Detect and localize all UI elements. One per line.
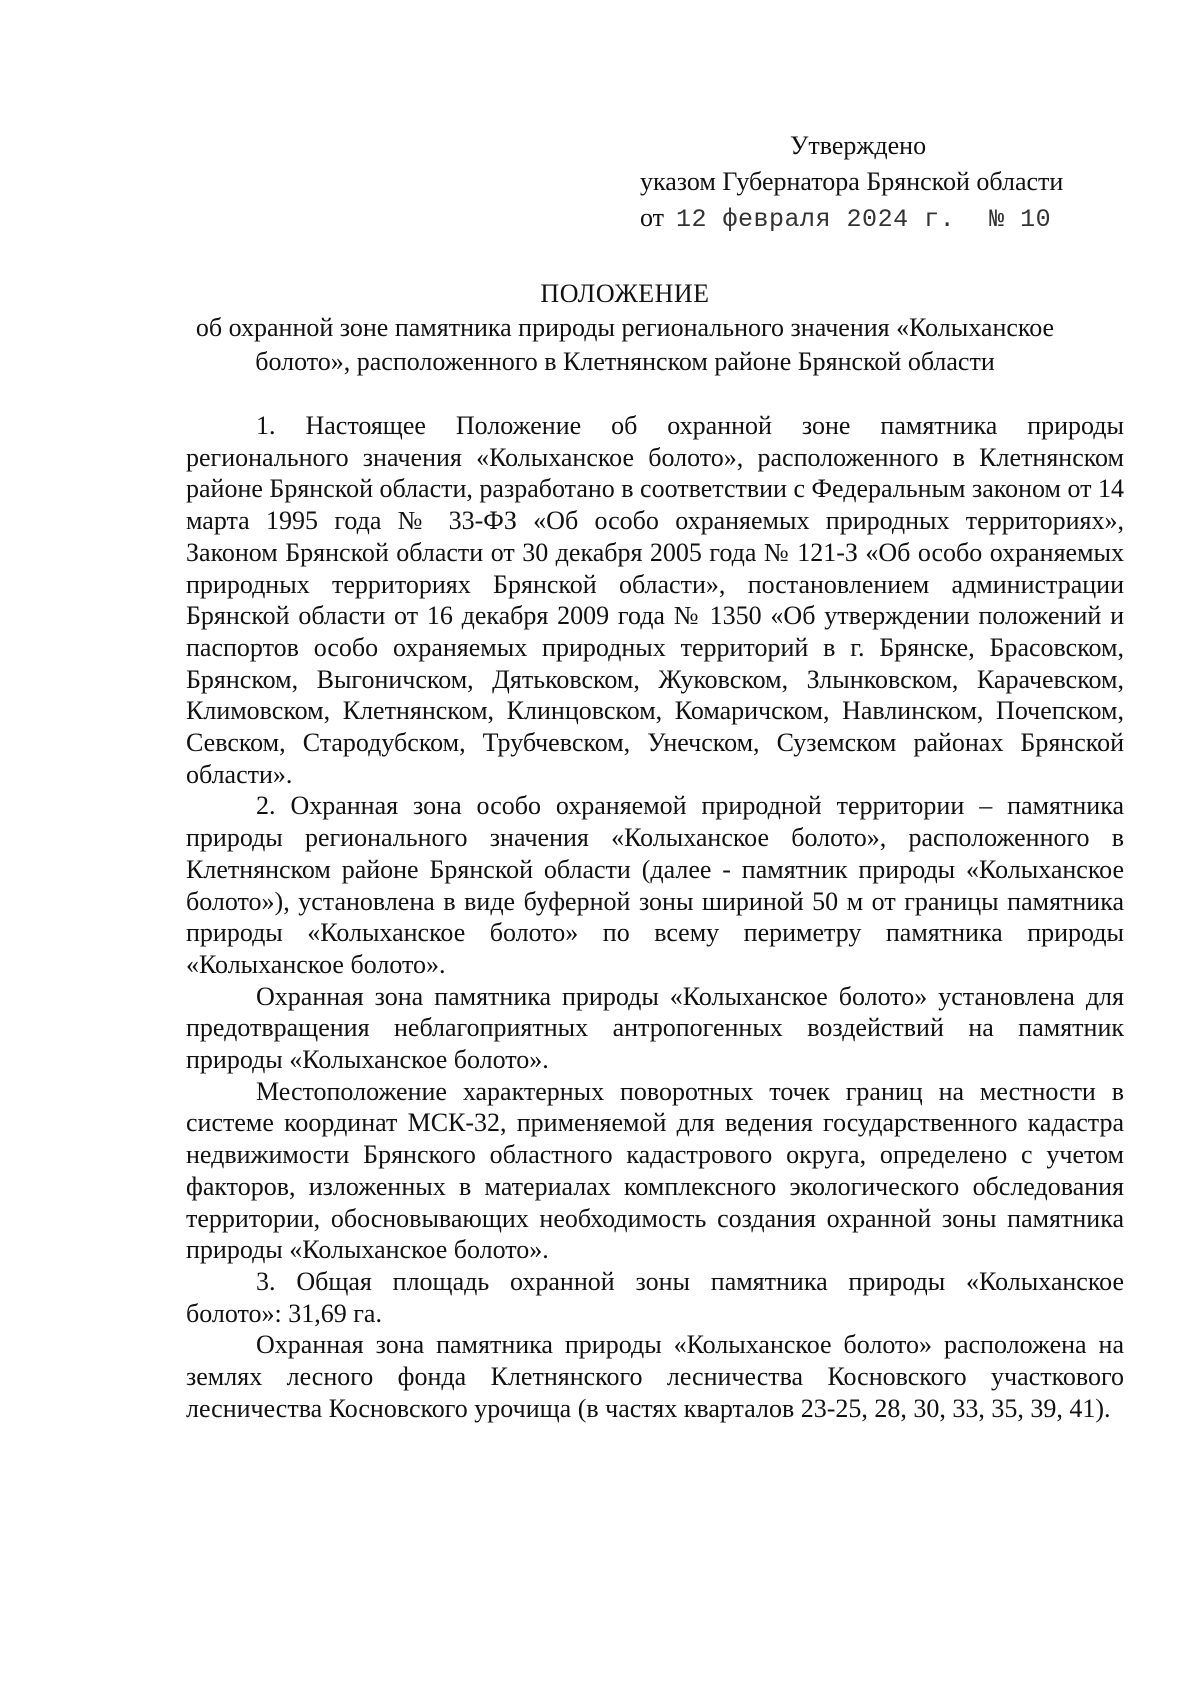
approval-authority: указом Губернатора Брянской области	[640, 167, 1064, 196]
paragraph-2: 2. Охранная зона особо охраняемой природной территории – памятника природы регионального значения «Колыханское болото», расположенного в Клетнянском районе Брянской области (далее - памятник природы «Колыханское болото»), установлена в виде буферной зоны шириной 50 м от границы памятника природы «Колыханское болото» по всему периметру памятника природы «Колыханское болото».	[186, 791, 1124, 979]
document-heading: ПОЛОЖЕНИЕ	[540, 279, 710, 308]
paragraph-5: 3. Общая площадь охранной зоны памятника природы «Колыханское болото»: 31,69 га.	[186, 1266, 1124, 1328]
paragraph-6: Охранная зона памятника природы «Колыханское болото» расположена на землях лесного фонда Клетнянского лесничества Косновского участкового лесничества Косновского урочища (в частях кварталов 23-25, 28, 30, 33, 35, 39, 41).	[186, 1330, 1124, 1423]
approval-title: Утверждено	[790, 131, 927, 160]
document-subtitle-line-1: об охранной зоне памятника природы регионального значения «Колыханское	[195, 313, 1055, 342]
paragraph-1: 1. Настоящее Положение об охранной зоне памятника природы регионального значения «Колыханское болото», расположенного в Клетнянском районе Брянской области, разработано в соответствии с Федеральным законом от 14 марта 1995 года № 33-ФЗ «Об особо охраняемых природных территориях», Законом Брянской области от 30 декабря 2005 года № 121-З «Об особо охраняемых природных территориях Брянской области», постановлением администрации Брянской области от 16 декабря 2009 года № 1350 «Об утверждении положений и паспортов особо охраняемых природных территорий в г. Брянске, Брасовском, Брянском, Выгоничском, Дятьковском, Жуковском, Злынковском, Карачевском, Климовском, Клетнянском, Клинцовском, Комаричском, Навлинском, Почепском, Севском, Стародубском, Трубчевском, Унечском, Суземском районах Брянской области».	[186, 411, 1124, 789]
approval-number: № 10	[989, 205, 1052, 234]
document-body	[186, 410, 1124, 1425]
paragraph-3: Охранная зона памятника природы «Колыханское болото» установлена для предотвращения неблагоприятных антропогенных воздействий на памятник природы «Колыханское болото».	[186, 981, 1124, 1075]
paragraph-4: Местоположение характерных поворотных точек границ на местности в системе координат МСК-32, применяемой для ведения государственного кадастра недвижимости Брянского областного кадастрового округа, определено с учетом факторов, изложенных в материалах комплексного экологического обследования территории, обосновывающих необходимость создания охранной зоны памятника природы «Колыханское болото».	[186, 1076, 1124, 1265]
approval-from-word: от	[640, 203, 665, 232]
document-title-block	[150, 277, 1100, 379]
approval-stamp	[640, 128, 1120, 238]
approval-date-line	[640, 200, 1120, 238]
approval-date: 12 февраля 2024 г.	[676, 205, 956, 234]
document-subtitle-line-2: болото», расположенного в Клетнянском районе Брянской области	[255, 347, 995, 376]
